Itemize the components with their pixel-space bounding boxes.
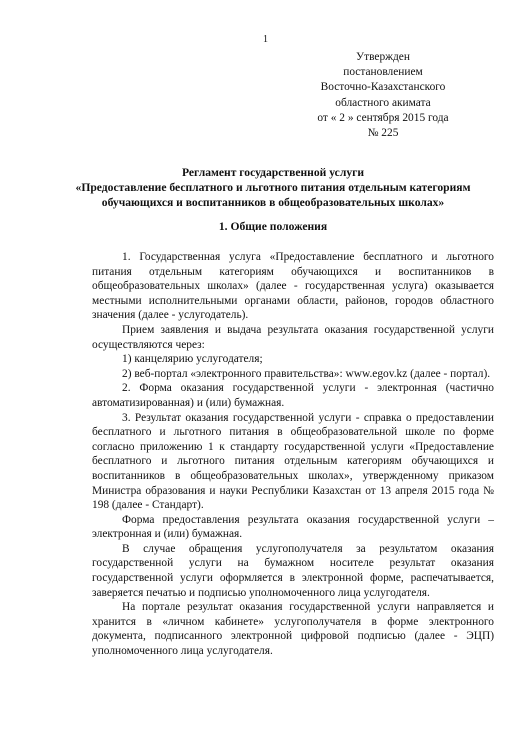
approval-line: Утвержден bbox=[356, 51, 410, 63]
paragraph: 3. Результат оказания государственной услуги - справка о предоставлении бесплатного и льготного питания в общеобразовательной школе по форме согласно приложению 1 к стандарту государственной услуги «Предоставление бесплатного и льготного питания отдельным категориям обучающихся и воспитанников в общеобразовательных школах», утвержденному приказом Министра образования и науки Республики Казахстан от 13 апреля 2015 года № 198 (далее - Стандарт). bbox=[92, 411, 494, 512]
paragraph: Прием заявления и выдача результата оказания государственной услуги осуществляются через: bbox=[92, 323, 494, 351]
approval-line: постановлением bbox=[343, 66, 423, 79]
paragraph: 1. Государственная услуга «Предоставление бесплатного и льготного питания отдельным категориям обучающихся и воспитанников в общеобразовательных школах» (далее - государственная услуга) оказывается местными исполнительными органами области, районов, городов областного значения (далее - услугодатель). bbox=[92, 251, 494, 322]
title-line: обучающихся и воспитанников в общеобразовательных школах» bbox=[101, 196, 445, 210]
paragraph: 2. Форма оказания государственной услуги - электронная (частично автоматизированная) и (или) бумажная. bbox=[92, 382, 494, 409]
approval-line: от « 2 » сентября 2015 года bbox=[317, 111, 449, 124]
document-title bbox=[66, 165, 480, 211]
approval-line: Восточно-Казахстанского bbox=[320, 81, 446, 94]
title-line: Регламент государственной услуги bbox=[181, 166, 365, 179]
paragraph: На портале результат оказания государственной услуги направляется и хранится в «личном кабинете» услугополучателя в форме электронного документа, подписанного электронной цифровой подписью (далее - ЭЦП) уполномоченного лица услугодателя. bbox=[92, 601, 494, 658]
paragraph: В случае обращения услугополучателя за результатом оказания государственной услуги на бумажном носителе результат оказания государственной услуги оформляется в электронной форме, распечатывается, заверяется печатью и подписью уполномоченного лица услугодателя. bbox=[92, 542, 494, 599]
paragraph: Форма предоставления результата оказания государственной услуги – электронная и (или) бумажная. bbox=[92, 513, 494, 541]
title-line: «Предоставление бесплатного и льготного питания отдельным категориям bbox=[75, 181, 471, 195]
list-item: 2) веб-портал «электронного правительства»: www.egov.kz (далее - портал). bbox=[122, 367, 491, 380]
approval-line: областного акимата bbox=[335, 96, 431, 109]
section-heading: 1. Общие положения bbox=[218, 220, 328, 233]
approval-line: № 225 bbox=[367, 127, 399, 140]
document-body bbox=[92, 250, 494, 659]
approval-block bbox=[298, 50, 468, 141]
page-number: 1 bbox=[263, 34, 268, 45]
list-item: 1) канцелярию услугодателя; bbox=[122, 353, 263, 366]
